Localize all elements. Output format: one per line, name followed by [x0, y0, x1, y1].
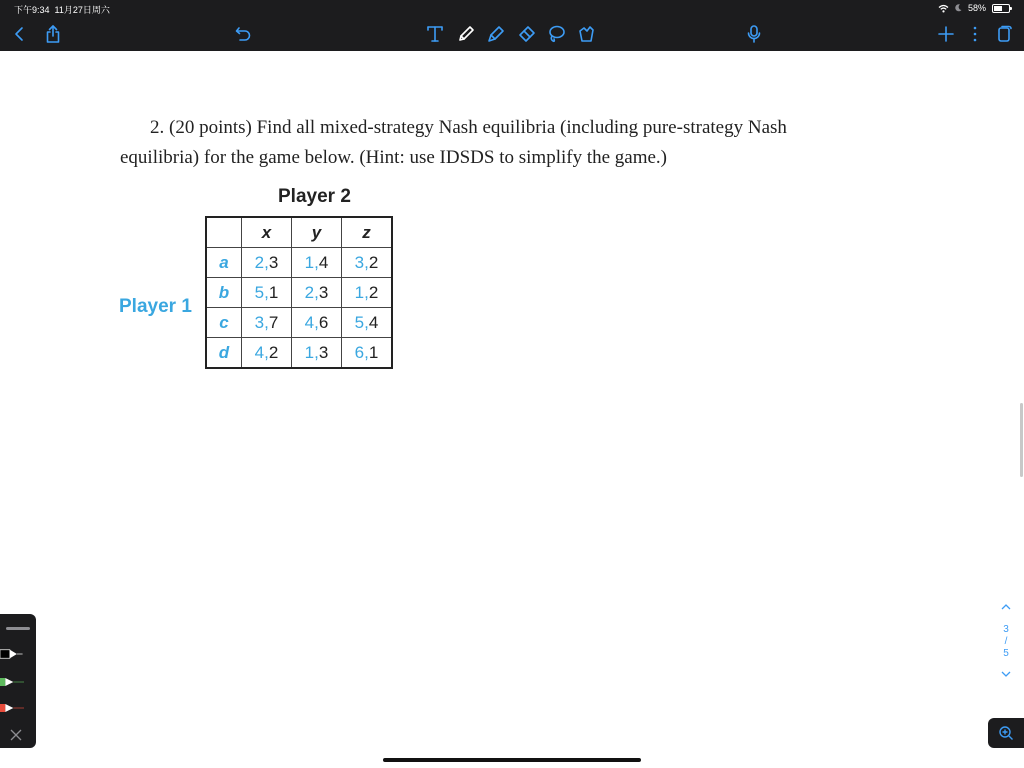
player2-payoff: 2 — [368, 282, 379, 302]
player1-payoff: 2 — [304, 282, 315, 302]
shapes-icon[interactable] — [574, 22, 598, 46]
separator: , — [314, 312, 319, 332]
player2-payoff: 3 — [318, 342, 329, 362]
document-page[interactable] — [0, 51, 1024, 768]
wifi-icon — [938, 4, 949, 13]
player1-payoff: 5 — [254, 282, 265, 302]
chevron-down-icon[interactable] — [996, 670, 1016, 681]
red-pen-icon[interactable] — [0, 701, 24, 715]
question-line-2: equilibria) for the game below. (Hint: use IDSDS to simplify the game.) — [120, 147, 668, 168]
corner-cell — [206, 217, 242, 248]
player2-payoff: 1 — [368, 342, 379, 362]
status-time-date — [14, 3, 110, 16]
player2-payoff: 7 — [268, 312, 279, 332]
total-page-count: 5 — [1003, 648, 1009, 659]
player2-payoff: 1 — [268, 282, 279, 302]
player2-payoff: 4 — [318, 252, 329, 272]
table-row — [206, 338, 392, 369]
question-text — [120, 113, 904, 173]
eraser-icon[interactable] — [514, 22, 538, 46]
player1-payoff: 3 — [254, 312, 265, 332]
separator: , — [264, 252, 269, 272]
battery-percent: 58% — [967, 3, 986, 13]
back-icon[interactable] — [8, 22, 32, 46]
table-row — [206, 308, 392, 338]
player2-payoff: 2 — [368, 252, 379, 272]
payoff-cell — [242, 308, 292, 338]
row-header: b — [206, 278, 242, 308]
payoff-cell — [242, 338, 292, 369]
separator: , — [364, 252, 369, 272]
scrollbar[interactable] — [1020, 403, 1023, 477]
separator: , — [364, 282, 369, 302]
separator: , — [264, 342, 269, 362]
close-palette-icon[interactable] — [10, 728, 22, 746]
player2-payoff: 2 — [268, 342, 279, 362]
player2-label: Player 2 — [278, 186, 351, 207]
player1-payoff: 4 — [304, 312, 315, 332]
green-pen-icon[interactable] — [0, 675, 24, 689]
payoff-cell — [342, 248, 393, 278]
moon-icon — [955, 4, 962, 12]
separator: , — [364, 312, 369, 332]
page-divider: / — [1004, 636, 1008, 647]
separator: , — [314, 342, 319, 362]
row-header: a — [206, 248, 242, 278]
player1-payoff: 1 — [304, 252, 315, 272]
add-icon[interactable] — [934, 22, 958, 46]
column-header: x — [242, 217, 292, 248]
player2-payoff: 3 — [318, 282, 329, 302]
pages-icon[interactable] — [992, 22, 1016, 46]
question-line-1: 2. (20 points) Find all mixed-strategy Nash equilibria (including pure-strategy Nash — [150, 117, 787, 138]
player2-payoff: 3 — [268, 252, 279, 272]
microphone-icon[interactable] — [742, 22, 766, 46]
player1-payoff: 6 — [354, 342, 365, 362]
text-tool-icon[interactable] — [423, 22, 447, 46]
payoff-cell — [342, 338, 393, 369]
payoff-cell — [342, 308, 393, 338]
current-page-number: 3 — [1003, 624, 1009, 635]
status-date: 11月27日周六 — [54, 5, 110, 15]
payoff-cell — [292, 338, 342, 369]
table-row — [206, 248, 392, 278]
player1-payoff: 3 — [354, 252, 365, 272]
payoff-cell — [292, 248, 342, 278]
separator: , — [314, 282, 319, 302]
player1-payoff: 1 — [304, 342, 315, 362]
undo-icon[interactable] — [231, 22, 255, 46]
share-icon[interactable] — [41, 22, 65, 46]
palette-drag-handle[interactable] — [6, 627, 30, 630]
highlighter-icon[interactable] — [484, 22, 508, 46]
page-navigator — [996, 603, 1016, 681]
payoff-matrix — [205, 216, 393, 369]
row-header: d — [206, 338, 242, 369]
home-indicator[interactable] — [383, 758, 641, 762]
player1-label: Player 1 — [119, 296, 192, 317]
pen-icon[interactable] — [454, 22, 478, 46]
payoff-cell — [292, 308, 342, 338]
payoff-cell — [342, 278, 393, 308]
table-row — [206, 278, 392, 308]
payoff-cell — [242, 248, 292, 278]
zoom-in-icon — [998, 725, 1014, 741]
zoom-in-button[interactable] — [988, 718, 1024, 748]
player1-payoff: 5 — [354, 312, 365, 332]
status-time: 下午9:34 — [14, 5, 50, 15]
black-pen-icon[interactable] — [0, 647, 24, 661]
toolbar — [0, 17, 1024, 51]
player1-payoff: 1 — [354, 282, 365, 302]
status-bar — [0, 0, 1024, 17]
separator: , — [264, 282, 269, 302]
player2-payoff: 6 — [318, 312, 329, 332]
lasso-icon[interactable] — [544, 22, 568, 46]
column-header: z — [342, 217, 393, 248]
row-header: c — [206, 308, 242, 338]
player1-payoff: 4 — [254, 342, 265, 362]
status-right — [938, 3, 1010, 13]
header-row — [206, 217, 392, 248]
column-header: y — [292, 217, 342, 248]
payoff-cell — [242, 278, 292, 308]
player2-payoff: 4 — [368, 312, 379, 332]
separator: , — [264, 312, 269, 332]
separator: , — [364, 342, 369, 362]
chevron-up-icon[interactable] — [996, 603, 1016, 614]
payoff-cell — [292, 278, 342, 308]
more-icon[interactable] — [963, 22, 987, 46]
battery-icon — [992, 4, 1010, 13]
player1-payoff: 2 — [254, 252, 265, 272]
separator: , — [314, 252, 319, 272]
